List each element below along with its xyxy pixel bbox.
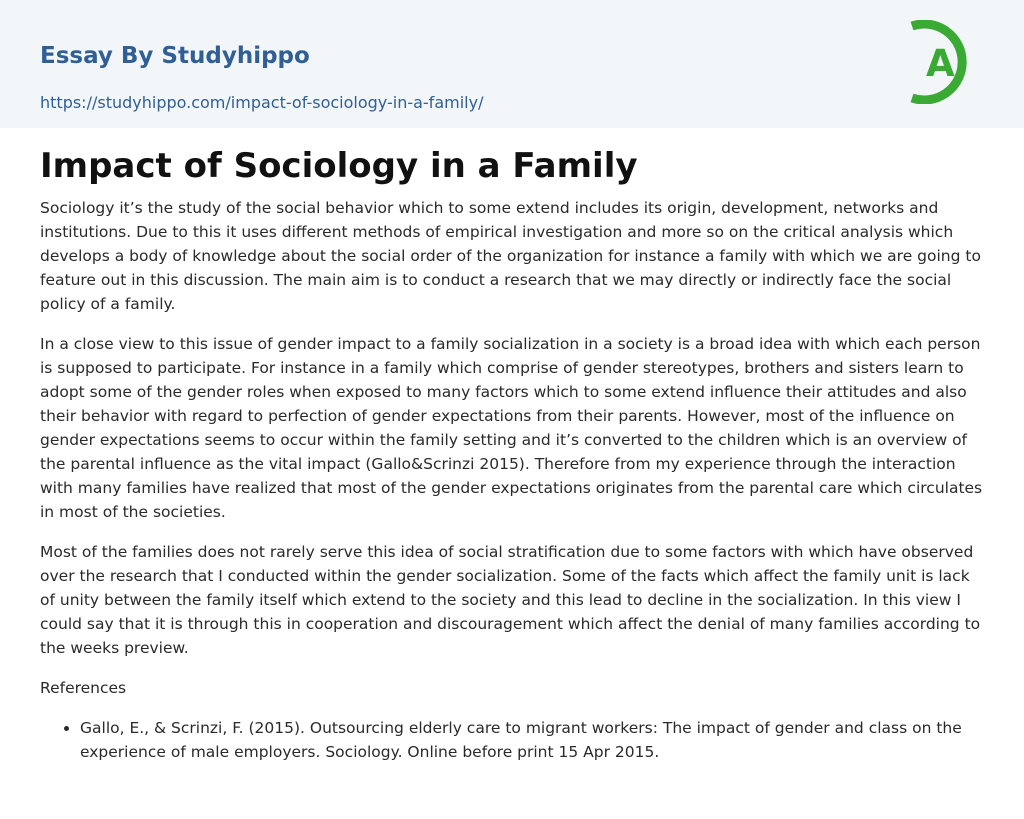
references-heading: References <box>40 679 127 697</box>
logo-letter: A <box>926 42 955 85</box>
reference-item: • Gallo, E., & Scrinzi, F. (2015). Outsourcing elderly care to migrant workers: The impact of gender and class on the experience of male employers. Sociology. Online before print 15 Apr 2015. <box>80 716 984 764</box>
paragraph: Sociology it’s the study of the social behavior which to some extend includes its origin, development, networks and institutions. Due to this it uses different methods of empirical investigation and more so on the critical analysis which develops a body of knowledge about the social order of the organization for instance a family with which we are going to feature out in this discussion. The main aim is to conduct a research that we may directly or indirectly face the social policy of a family. <box>40 199 981 313</box>
article-content <box>0 144 1024 764</box>
site-header <box>0 0 1024 128</box>
paragraph: In a close view to this issue of gender impact to a family socialization in a society is a broad idea with which each person is supposed to participate. For instance in a family which comprise of gender stereotypes, brothers and sisters learn to adopt some of the gender roles when exposed to many factors which to some extend influence their attitudes and also their behavior with regard to perfection of gender expectations from their parents. However, most of the influence on gender expectations seems to occur within the family setting and it’s converted to the children which is an overview of the parental influence as the vital impact (Gallo&Scrinzi 2015). Therefore from my experience through the interaction with many families have realized that most of the gender expectations originates from the parental care which circulates in most of the societies. <box>40 335 983 521</box>
site-brand[interactable]: Essay By Studyhippo <box>40 43 310 69</box>
paragraph: Most of the families does not rarely serve this idea of social stratification due to some factors with which have observed over the research that I conducted within the gender socialization. Some of the facts which affect the family unit is lack of unity between the family itself which extend to the society and this lead to decline in the socialization. In this view I could say that it is through this in cooperation and discouragement which affect the denial of many families according to the weeks preview. <box>40 543 981 657</box>
references-list <box>40 716 984 764</box>
article-url-link[interactable]: https://studyhippo.com/impact-of-sociology-in-a-family/ <box>40 93 484 112</box>
studyhippo-logo-icon[interactable] <box>900 20 984 104</box>
article-title: Impact of Sociology in a Family <box>40 146 638 186</box>
